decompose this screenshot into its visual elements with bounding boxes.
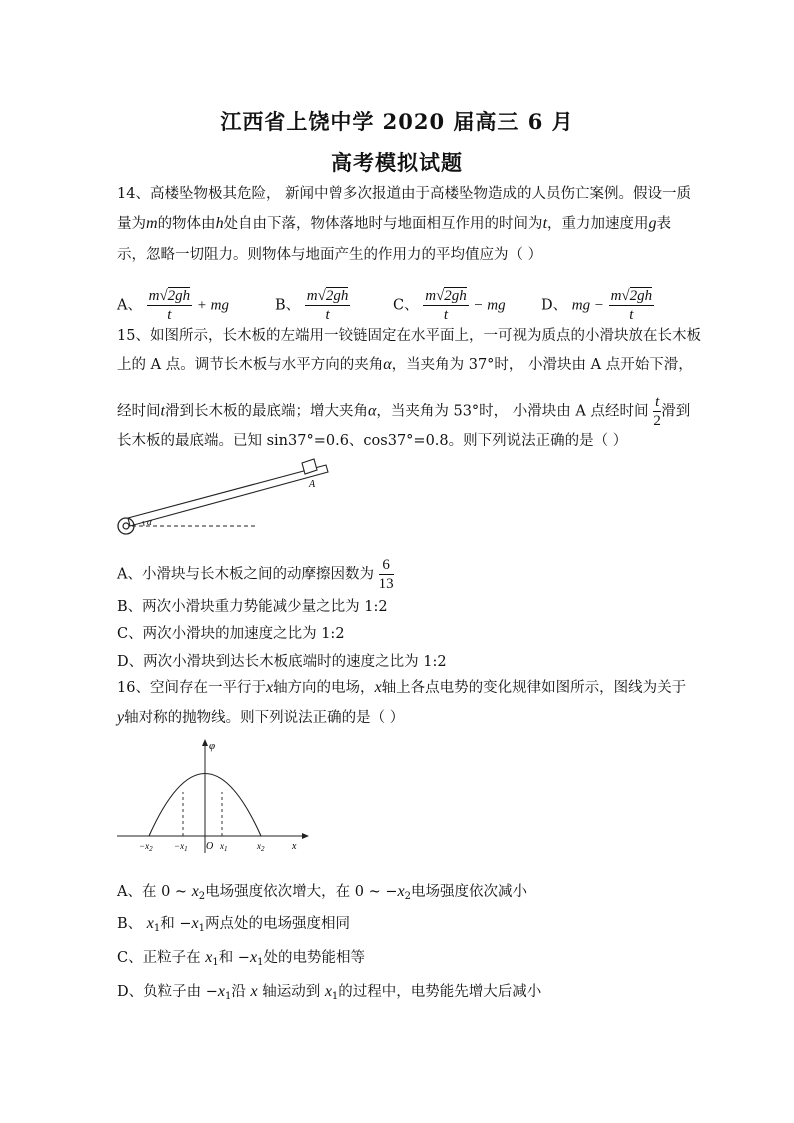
q15-option-c: C、两次小滑块的加速度之比为 1:2 bbox=[117, 626, 345, 642]
q14-line2: 量为m的物体由h处自由下落，物体落地时与地面相互作用的时间为t，重力加速度用g表 bbox=[117, 215, 672, 232]
phi-label: φ bbox=[209, 740, 216, 752]
q16-line2: y轴对称的抛物线。则下列说法正确的是（ ） bbox=[117, 709, 405, 726]
q14-option-b: B、 $\frac{m√2gh}{t}$ bbox=[275, 288, 349, 323]
page-subtitle: 高考模拟试题 bbox=[331, 150, 463, 175]
q15-line2: 上的 A 点。调节长木板与水平方向的夹角α，当夹角为 37°时， 小滑块由 A 点开始下滑， bbox=[117, 356, 693, 373]
q14-option-d: D、 mg − $\frac{m√2gh}{t}$ bbox=[541, 288, 653, 323]
q14-option-c: C、 $\frac{m√2gh}{t}$ − mg bbox=[393, 288, 506, 323]
q15-option-a: A、小滑块与长木板之间的动摩擦因数为 $\frac{6}{13}$ bbox=[117, 557, 394, 592]
q14-option-a: A、 $\frac{m√2gh}{t}$ + mg bbox=[117, 288, 229, 323]
x-axis-label: x bbox=[292, 841, 297, 852]
q16-option-a: A、在 0 ~ $x_2$电场强度依次增大，在 0 ~ $-x_2$电场强度依次减小 bbox=[117, 883, 528, 902]
q15-option-d: D、两次小滑块到达长木板底端时的速度之比为 1:2 bbox=[117, 654, 447, 670]
q15-line4: 长木板的最底端。已知 sin37°=0.6、cos37°=0.8。则下列说法正确的是（ ） bbox=[117, 433, 628, 449]
svg-text:−x1: $-x_1$ bbox=[174, 841, 188, 853]
q15-line1: 15、如图所示，长木板的左端用一铰链固定在水平面上，一可视为质点的小滑块放在长木板 bbox=[117, 328, 701, 344]
q15-line3: 经时间t滑到长木板的最底端；增大夹角α，当夹角为 53°时， 小滑块由 A 点经时间 $\frac{t}{2}$ 滑到 bbox=[117, 394, 691, 429]
q16-line1: 16、空间存在一平行于x轴方向的电场，x轴上各点电势的变化规律如图所示，图线为关于 bbox=[117, 679, 687, 696]
q15-board-figure bbox=[110, 455, 330, 540]
q16-option-d: D、负粒子由 $-x_1$沿 x 轴运动到 $x_1$的过程中，电势能先增大后减小 bbox=[117, 983, 542, 1002]
q14-line3: 示，忽略一切阻力。则物体与地面产生的作用力的平均值应为（ ） bbox=[117, 247, 543, 263]
point-a-label: A bbox=[309, 479, 316, 490]
q14-line1: 14、高楼坠物极其危险， 新闻中曾多次报道由于高楼坠物造成的人员伤亡案例。假设一质 bbox=[117, 186, 692, 202]
q16-option-b: B、 $x_1$和 $-x_1$两点处的电场强度相同 bbox=[117, 915, 350, 934]
svg-text:−x2: $-x_2$ bbox=[139, 841, 153, 853]
q16-potential-figure bbox=[112, 735, 312, 857]
page-title: 江西省上饶中学 2020 届高三 6 月 bbox=[220, 109, 574, 134]
origin-label: O bbox=[206, 841, 214, 852]
q15-option-b: B、两次小滑块重力势能减少量之比为 1:2 bbox=[117, 599, 388, 615]
svg-text:x1: $x_1$ bbox=[220, 841, 228, 853]
long-board bbox=[128, 465, 328, 526]
svg-text:x2: $x_2$ bbox=[257, 841, 265, 853]
angle-alpha-label: α bbox=[147, 517, 152, 527]
slider-block bbox=[302, 459, 317, 474]
q16-option-c: C、正粒子在 $x_1$和 $-x_1$处的电势能相等 bbox=[117, 949, 365, 968]
